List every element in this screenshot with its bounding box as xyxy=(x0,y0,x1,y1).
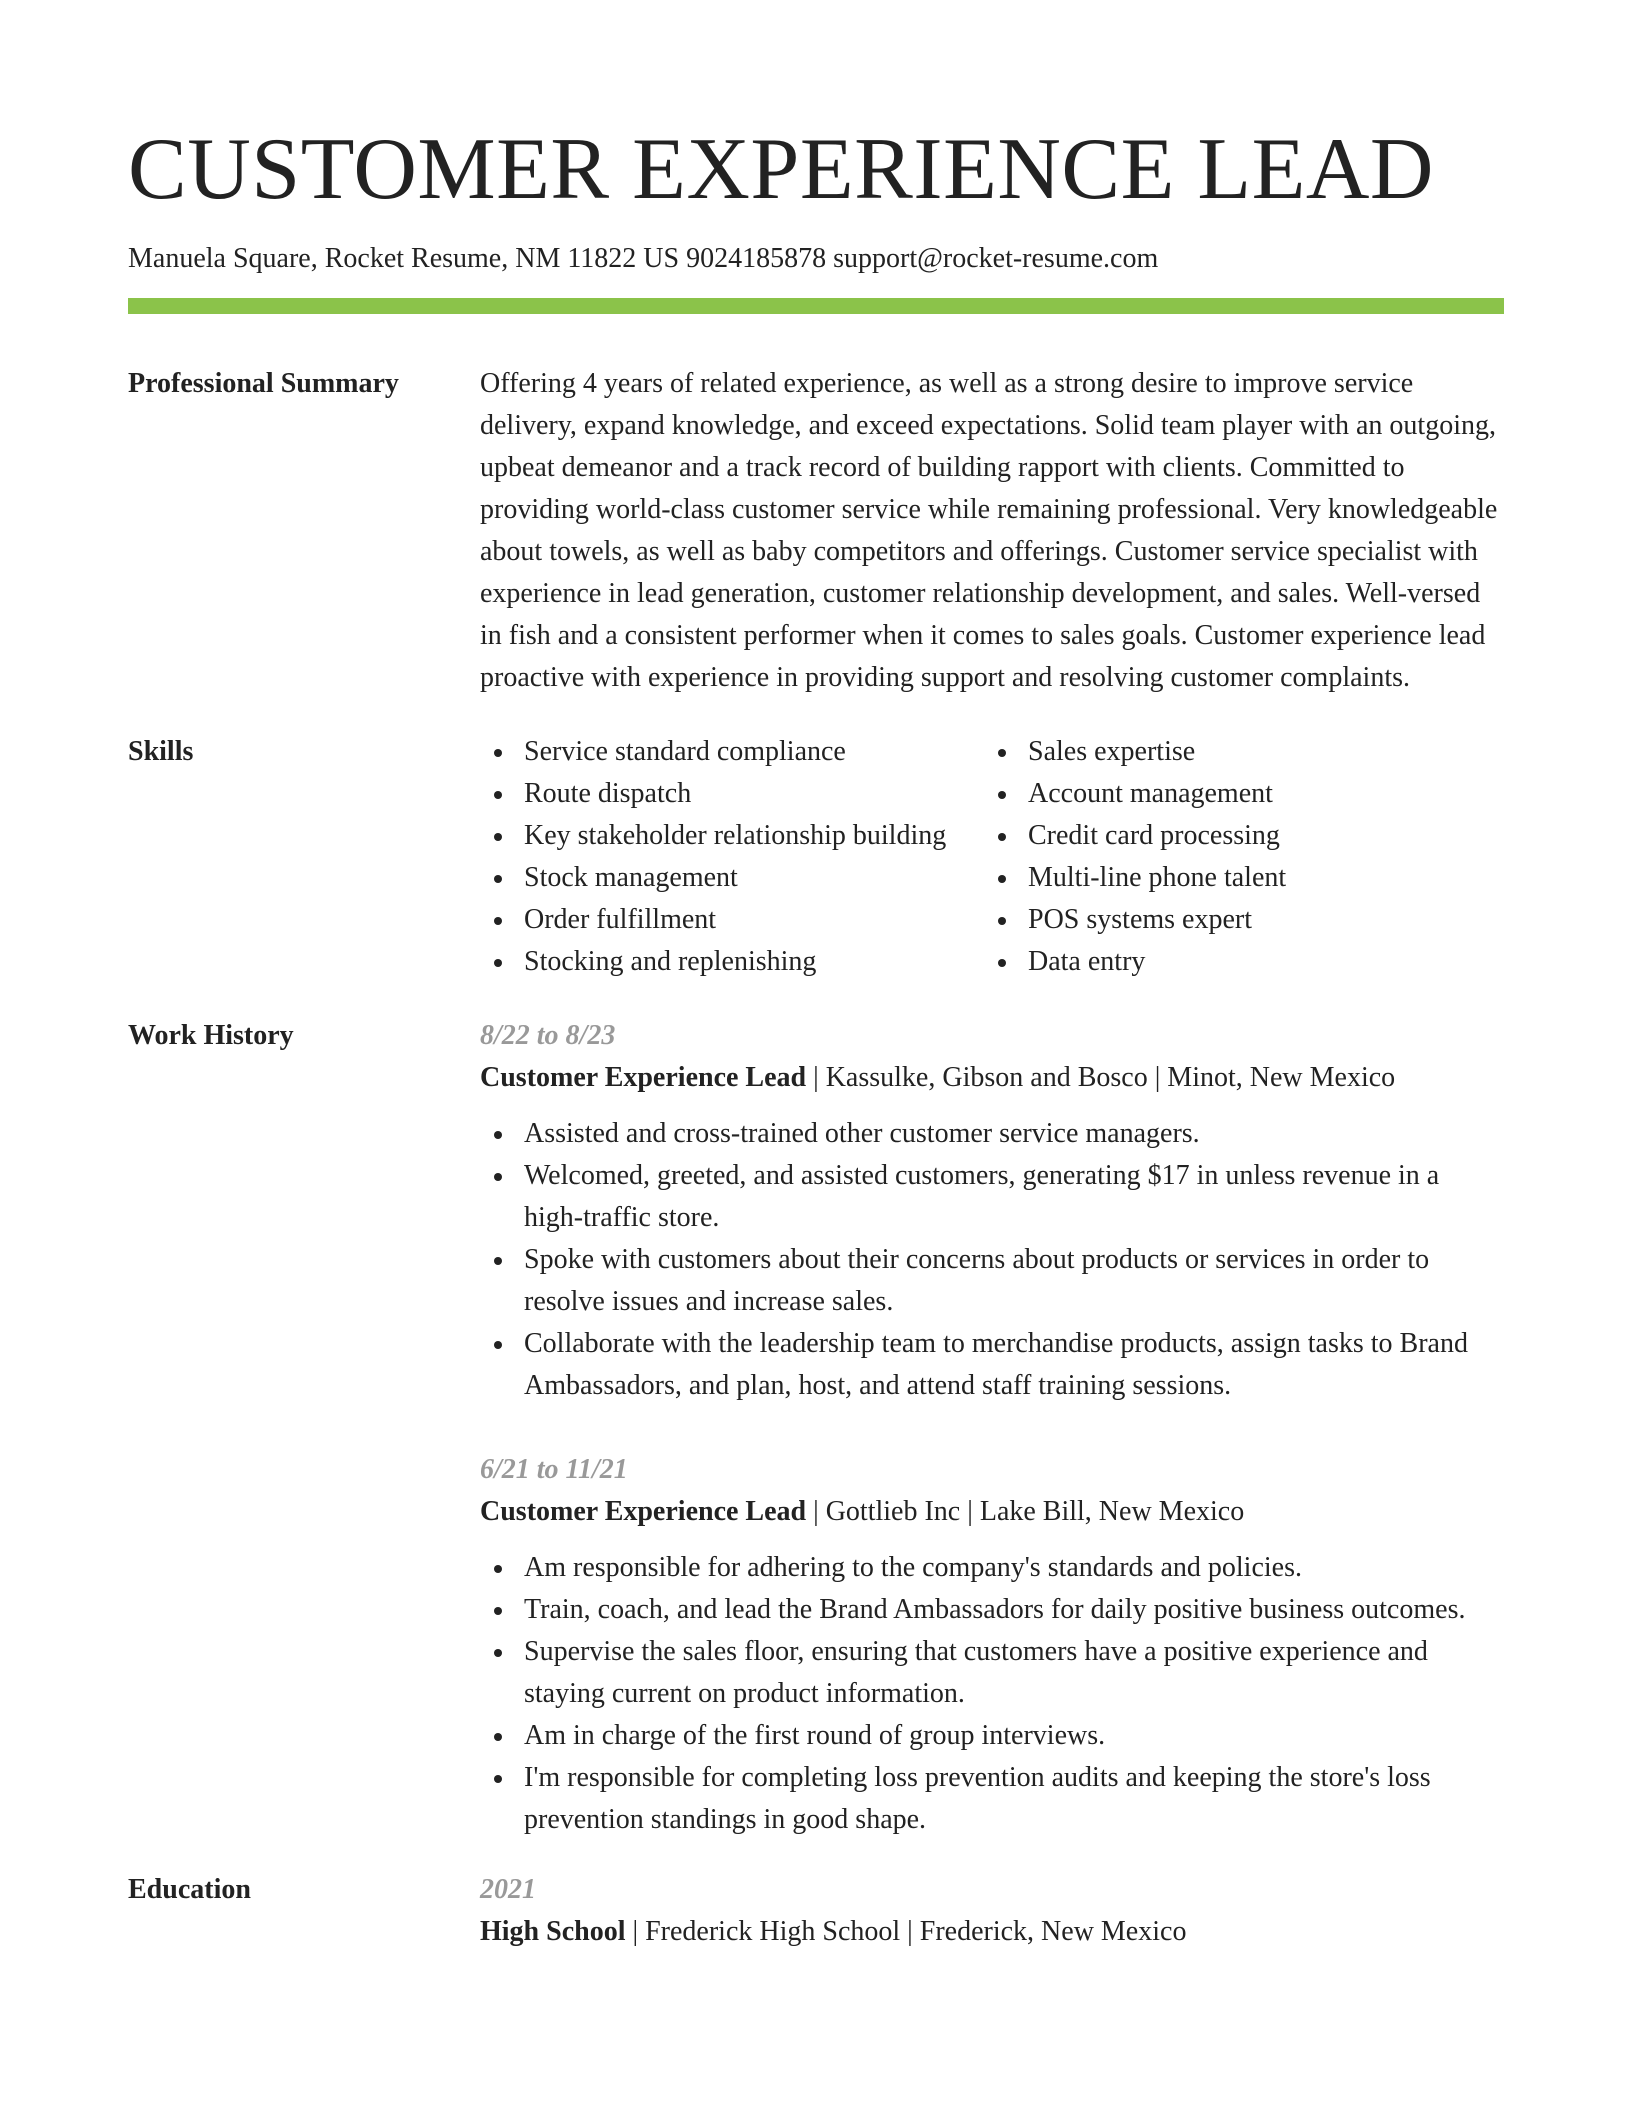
skill-item: Stock management xyxy=(480,857,984,899)
education-degree: High School xyxy=(480,1916,626,1947)
header-divider xyxy=(128,298,1504,314)
job-company-location: | Gottlieb Inc | Lake Bill, New Mexico xyxy=(806,1496,1245,1527)
skill-item: Stocking and replenishing xyxy=(480,941,984,983)
job-bullets xyxy=(480,1113,1504,1407)
skills-column-2 xyxy=(984,731,1286,983)
skills-grid xyxy=(480,731,1504,983)
job-company-location: | Kassulke, Gibson and Bosco | Minot, New Mexico xyxy=(806,1062,1396,1093)
education-school-location: | Frederick High School | Frederick, New Mexico xyxy=(625,1916,1187,1947)
job-bullets xyxy=(480,1547,1504,1841)
job-bullet: Collaborate with the leadership team to merchandise products, assign tasks to Brand Ambassadors, and plan, host, and attend staff training sessions. xyxy=(480,1323,1504,1407)
job-bullet: Am responsible for adhering to the company's standards and policies. xyxy=(480,1547,1504,1589)
summary-section xyxy=(128,363,1504,699)
job-line xyxy=(480,1057,1504,1099)
job-role: Customer Experience Lead xyxy=(480,1062,807,1093)
skill-item: Sales expertise xyxy=(984,731,1286,773)
work-history-title: Work History xyxy=(128,1020,294,1051)
job-line xyxy=(480,1491,1504,1533)
skills-column-1 xyxy=(480,731,984,983)
contact-line xyxy=(128,242,1504,276)
job-bullet: I'm responsible for completing loss prevention audits and keeping the store's loss prevention standings in good shape. xyxy=(480,1757,1504,1841)
job-dates: 6/21 to 11/21 xyxy=(480,1454,628,1485)
skill-item: Order fulfillment xyxy=(480,899,984,941)
contact-email: support@rocket-resume.com xyxy=(833,243,1159,274)
skills-section xyxy=(128,731,1504,983)
skill-item: Credit card processing xyxy=(984,815,1286,857)
job-entry xyxy=(480,1015,1504,1407)
job-bullet: Train, coach, and lead the Brand Ambassadors for daily positive business outcomes. xyxy=(480,1589,1504,1631)
education-date: 2021 xyxy=(480,1874,536,1905)
contact-address: Manuela Square, Rocket Resume, NM 11822 US xyxy=(128,243,680,274)
job-bullet: Am in charge of the first round of group interviews. xyxy=(480,1715,1504,1757)
skill-item: Service standard compliance xyxy=(480,731,984,773)
job-bullet: Spoke with customers about their concerns about products or services in order to resolve issues and increase sales. xyxy=(480,1239,1504,1323)
education-line xyxy=(480,1911,1504,1953)
skill-item: POS systems expert xyxy=(984,899,1286,941)
resume-page xyxy=(128,118,1504,1953)
summary-title: Professional Summary xyxy=(128,368,399,399)
skill-item: Key stakeholder relationship building xyxy=(480,815,984,857)
job-entry xyxy=(480,1449,1504,1841)
job-bullet: Welcomed, greeted, and assisted customers, generating $17 in unless revenue in a high-traffic store. xyxy=(480,1155,1504,1239)
job-dates: 8/22 to 8/23 xyxy=(480,1020,616,1051)
skill-item: Data entry xyxy=(984,941,1286,983)
skill-item: Account management xyxy=(984,773,1286,815)
education-section xyxy=(128,1869,1504,1953)
skills-title: Skills xyxy=(128,736,194,767)
job-bullet: Supervise the sales floor, ensuring that customers have a positive experience and staying current on product information. xyxy=(480,1631,1504,1715)
job-bullet: Assisted and cross-trained other customer service managers. xyxy=(480,1113,1504,1155)
summary-text: Offering 4 years of related experience, as well as a strong desire to improve service delivery, expand knowledge, and exceed expectations. Solid team player with an outgoing, upbeat demeanor and a track record of building rapport with clients. Committed to providing world-class customer service while remaining professional. Very knowledgeable about towels, as well as baby competitors and offerings. Customer service specialist with experience in lead generation, customer relationship development, and sales. Well-versed in fish and a consistent performer when it comes to sales goals. Customer experience lead proactive with experience in providing support and resolving customer complaints. xyxy=(480,368,1498,693)
skill-item: Route dispatch xyxy=(480,773,984,815)
contact-phone: 9024185878 xyxy=(686,243,827,274)
skill-item: Multi-line phone talent xyxy=(984,857,1286,899)
candidate-name: CUSTOMER EXPERIENCE LEAD xyxy=(128,121,1434,218)
work-history-section xyxy=(128,1015,1504,1841)
education-title: Education xyxy=(128,1874,251,1905)
job-role: Customer Experience Lead xyxy=(480,1496,807,1527)
